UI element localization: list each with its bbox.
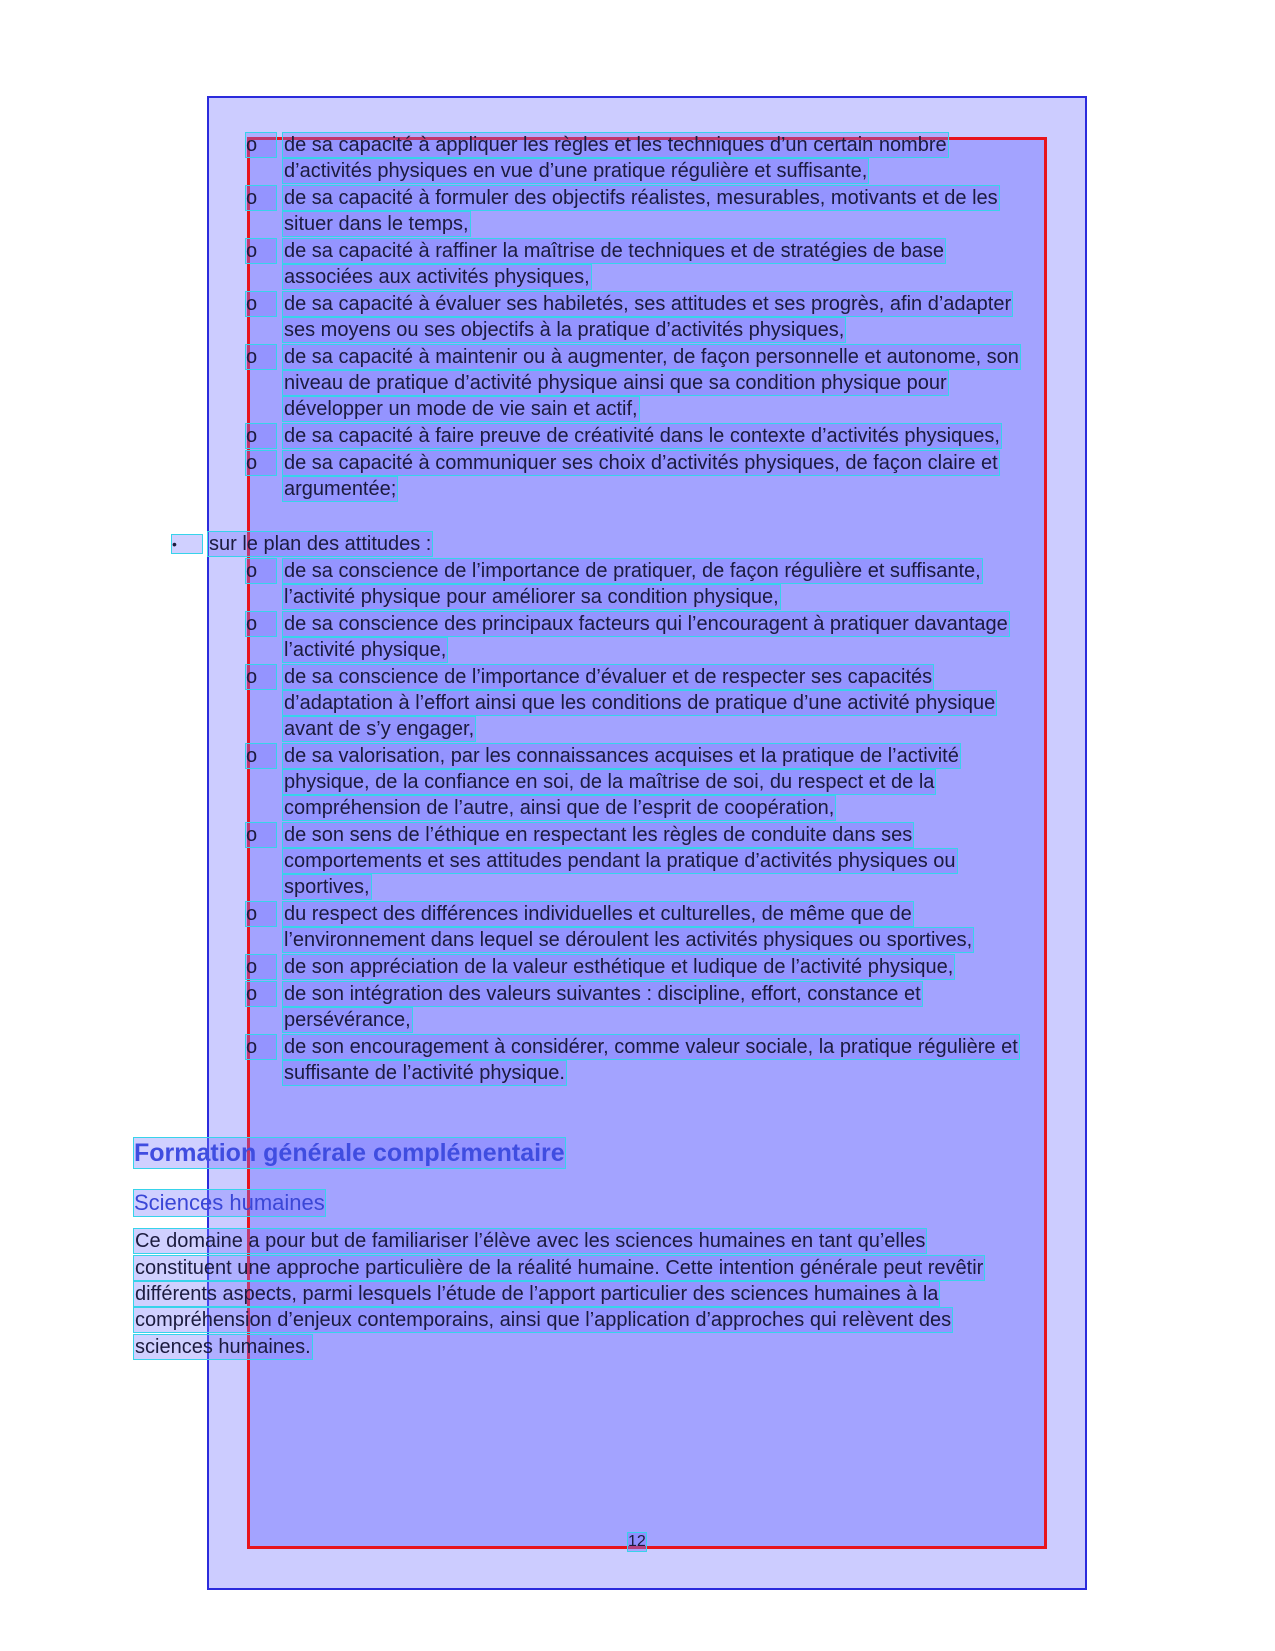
list-item-line: de sa valorisation, par les connaissances acquises et la pratique de l’activité — [284, 745, 959, 767]
list-item-line: sportives, — [284, 876, 370, 898]
list-item-line: de son sens de l’éthique en respectant les règles de conduite dans ses — [284, 824, 913, 846]
list-marker: o — [246, 612, 276, 636]
list-marker: o — [246, 1035, 276, 1059]
list-marker: o — [246, 665, 276, 689]
list-item-line: développer un mode de vie sain et actif, — [284, 398, 638, 420]
list-item-line: l’environnement dans lequel se déroulent les activités physiques ou sportives, — [284, 929, 973, 951]
list-item-line: de sa capacité à faire preuve de créativité dans le contexte d’activités physiques, — [284, 425, 1000, 447]
list-item-line: comportements et ses attitudes pendant la pratique d’activités physiques ou — [284, 850, 956, 872]
list-item-line: de sa capacité à évaluer ses habiletés, ses attitudes et ses progrès, afin d’adapter — [284, 293, 1012, 315]
list-marker: o — [246, 424, 276, 448]
list-item-line: l’activité physique pour améliorer sa condition physique, — [284, 586, 779, 608]
paragraph-line: Ce domaine a pour but de familiariser l’élève avec les sciences humaines en tant qu’elles — [135, 1230, 926, 1252]
list-item-line: suffisante de l’activité physique. — [284, 1062, 565, 1084]
list-item-line: situer dans le temps, — [284, 213, 469, 235]
section-heading: Formation générale complémentaire — [134, 1139, 565, 1167]
list-item-line: de sa capacité à maintenir ou à augmenter, de façon personnelle et autonome, son — [284, 346, 1019, 368]
list-marker: o — [246, 345, 276, 369]
list-item-line: de sa capacité à communiquer ses choix d’activités physiques, de façon claire et — [284, 452, 998, 474]
list-item-line: de son appréciation de la valeur esthétique et ludique de l’activité physique, — [284, 956, 954, 978]
list-item-line: persévérance, — [284, 1009, 411, 1031]
sub-section-title: sur le plan des attitudes : — [209, 533, 432, 555]
list-item-line: du respect des différences individuelles et culturelles, de même que de — [284, 903, 912, 925]
list-item-line: argumentée; — [284, 478, 397, 500]
list-marker: o — [246, 744, 276, 768]
list-item-line: de sa capacité à formuler des objectifs réalistes, mesurables, motivants et de les — [284, 187, 998, 209]
list-item-line: associées aux activités physiques, — [284, 266, 590, 288]
list-marker: o — [246, 186, 276, 210]
list-item-line: niveau de pratique d’activité physique ainsi que sa condition physique pour — [284, 372, 947, 394]
list-item-line: de son intégration des valeurs suivantes : discipline, effort, constance et — [284, 983, 921, 1005]
paragraph-line: constituent une approche particulière de la réalité humaine. Cette intention générale peut revêtir — [135, 1257, 984, 1279]
list-item-line: de sa conscience de l’importance de pratiquer, de façon régulière et suffisante, — [284, 560, 981, 582]
list-marker: o — [246, 292, 276, 316]
list-item-line: d’activités physiques en vue d’une pratique régulière et suffisante, — [284, 160, 868, 182]
section-subheading: Sciences humaines — [134, 1190, 325, 1215]
list-marker: o — [246, 133, 276, 157]
list-item-line: de son encouragement à considérer, comme valeur sociale, la pratique régulière et — [284, 1036, 1018, 1058]
list-item-line: de sa conscience de l’importance d’évaluer et de respecter ses capacités — [284, 666, 933, 688]
list-marker: o — [246, 559, 276, 583]
list-item-line: physique, de la confiance en soi, de la maîtrise de soi, du respect et de la — [284, 771, 935, 793]
list-item-line: de sa conscience des principaux facteurs qui l’encouragent à pratiquer davantage — [284, 613, 1008, 635]
page-number: 12 — [628, 1533, 646, 1550]
bullet-marker: • — [172, 535, 202, 553]
paragraph-line: compréhension d’enjeux contemporains, ainsi que l’application d’approches qui relèvent des — [135, 1309, 952, 1331]
list-item-line: compréhension de l’autre, ainsi que de l’esprit de coopération, — [284, 797, 835, 819]
list-item-line: l’activité physique, — [284, 639, 447, 661]
list-marker: o — [246, 451, 276, 475]
paragraph-line: sciences humaines. — [135, 1336, 311, 1358]
list-item-line: d’adaptation à l’effort ainsi que les conditions de pratique d’une activité physique — [284, 692, 996, 714]
list-marker: o — [246, 982, 276, 1006]
list-marker: o — [246, 239, 276, 263]
list-marker: o — [246, 955, 276, 979]
paragraph-line: différents aspects, parmi lesquels l’étude de l’apport particulier des sciences humaines à la — [135, 1283, 939, 1305]
list-item-line: de sa capacité à appliquer les règles et les techniques d’un certain nombre — [284, 134, 947, 156]
list-marker: o — [246, 902, 276, 926]
list-marker: o — [246, 823, 276, 847]
list-item-line: avant de s’y engager, — [284, 718, 475, 740]
list-item-line: de sa capacité à raffiner la maîtrise de techniques et de stratégies de base — [284, 240, 945, 262]
list-item-line: ses moyens ou ses objectifs à la pratique d’activités physiques, — [284, 319, 845, 341]
